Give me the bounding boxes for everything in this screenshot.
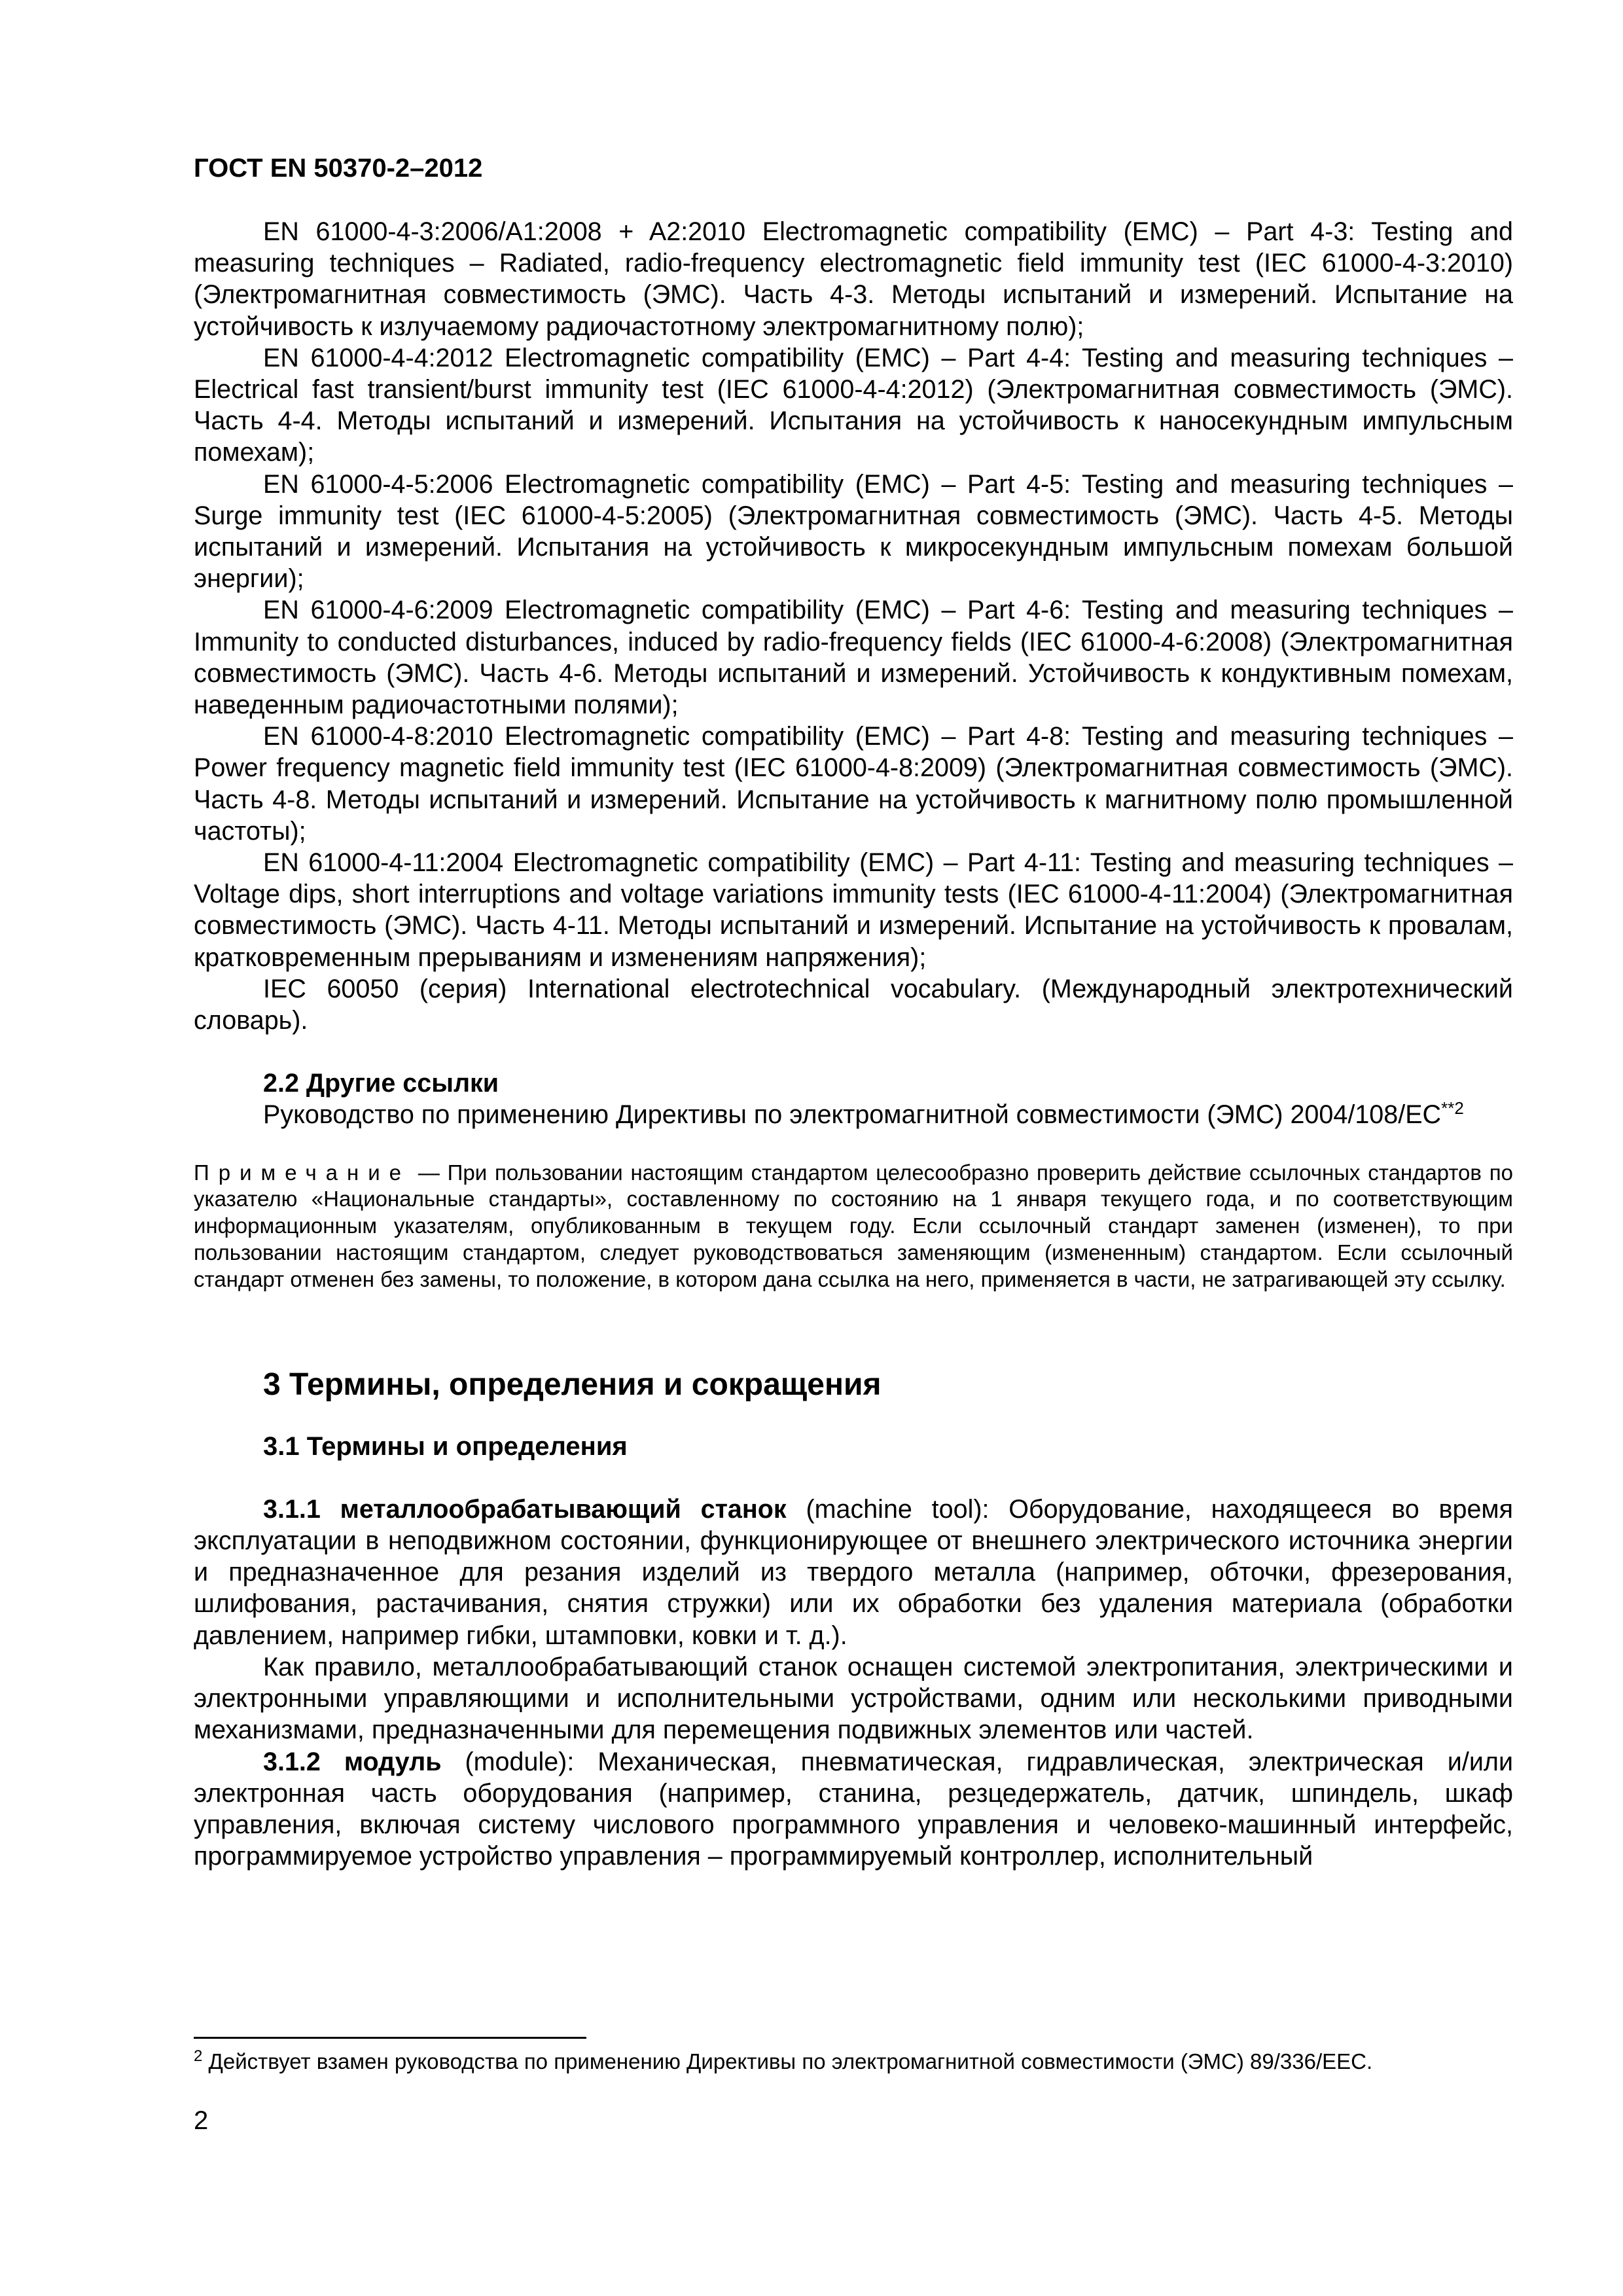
term-definition — [194, 1494, 1513, 1651]
term-text: (module): Механическая, пневматическая, гидравлическая, электрическая и/или электронная часть оборудования (например, станина, резцедержатель, датчик, шпиндель, шкаф управления, включая систему числового программного управления и человеко-машинный интерфейс, программируемое устройство управления – программируемый контроллер, исполнительный — [194, 1747, 1514, 1871]
term-title: 3.1.2 модуль — [263, 1747, 442, 1776]
footnote-separator — [194, 2037, 586, 2039]
footnote-number: 2 — [194, 2047, 203, 2065]
document-code-header: ГОСТ EN 50370-2–2012 — [194, 154, 483, 183]
note-text: — При пользовании настоящим стандартом целесообразно проверить действие ссылочных стандартов по указателю «Национальные стандарты», составленному по состоянию на 1 января текущего года, и по соответствующим информационным указателям, опубликованным в текущем году. Если ссылочный стандарт заменен (изменен), то при пользовании настоящим стандартом, следует руководствоваться заменяющим (измененным) стандартом. Если ссылочный стандарт отменен без замены, то положение, в котором дана ссылка на него, применяется в части, не затрагивающей эту ссылку. — [194, 1160, 1513, 1291]
normative-reference: IEC 60050 (серия) International electrotechnical vocabulary. (Международный электротехнический словарь). — [194, 974, 1513, 1035]
page-body — [194, 216, 1513, 1872]
section-heading-3: 3 Термины, определения и сокращения — [263, 1367, 882, 1402]
normative-reference: EN 61000-4-3:2006/A1:2008 + A2:2010 Electromagnetic compatibility (EMC) – Part 4-3: Testing and measuring techniques – Radiated, radio-frequency electromagnetic field immunity test (IEC 61000-4-3:2010) (Электромагнитная совместимость (ЭМС). Часть 4-3. Методы испытаний и измерений. Испытание на устойчивость к излучаемому радиочастотному электромагнитному полю); — [194, 217, 1513, 341]
note-label: Примечание — [194, 1160, 411, 1185]
normative-reference: EN 61000-4-5:2006 Electromagnetic compatibility (EMC) – Part 4-5: Testing and measuring techniques – Surge immunity test (IEC 61000-4-5:2005) (Электромагнитная совместимость (ЭМС). Часть 4-5. Методы испытаний и измерений. Испытания на устойчивость к микросекундным импульсным помехам большой энергии); — [194, 469, 1513, 594]
footnote — [194, 2049, 1437, 2075]
footnote-text: Действует взамен руководства по применению Директивы по электромагнитной совместимости (ЭМС) 89/336/ЕЕС. — [202, 2049, 1373, 2073]
footnote-marker: **2 — [1441, 1098, 1464, 1119]
normative-reference: EN 61000-4-8:2010 Electromagnetic compatibility (EMC) – Part 4-8: Testing and measuring techniques – Power frequency magnetic field immunity test (IEC 61000-4-8:2009) (Электромагнитная совместимость (ЭМС). Часть 4-8. Методы испытаний и измерений. Испытание на устойчивость к магнитному полю промышленной частоты); — [194, 722, 1513, 846]
section-heading-3-1: 3.1 Термины и определения — [263, 1431, 628, 1461]
page-number: 2 — [194, 2106, 209, 2135]
other-reference-text: Руководство по применению Директивы по электромагнитной совместимости (ЭМС) 2004/108/ЕС — [263, 1100, 1442, 1130]
term-text: (machine tool): Оборудование, находящееся во время эксплуатации в неподвижном состоянии, функционирующее от внешнего электрического источника энергии и предназначенное для резания изделий из твердого металла (например, обточки, фрезерования, шлифования, растачивания, снятия стружки) или их обработки без удаления материала (обработки давлением, например гибки, штамповки, ковки и т. д.). — [194, 1494, 1513, 1650]
other-reference — [194, 1099, 1513, 1130]
normative-reference: EN 61000-4-4:2012 Electromagnetic compatibility (EMC) – Part 4-4: Testing and measuring techniques – Electrical fast transient/burst immunity test (IEC 61000-4-4:2012) (Электромагнитная совместимость (ЭМС). Часть 4-4. Методы испытаний и измерений. Испытания на устойчивость к наносекундным импульсным помехам); — [194, 343, 1513, 467]
section-heading-2-2: 2.2 Другие ссылки — [263, 1069, 499, 1098]
normative-reference: EN 61000-4-6:2009 Electromagnetic compatibility (EMC) – Part 4-6: Testing and measuring techniques – Immunity to conducted disturbances, induced by radio-frequency fields (IEC 61000-4-6:2008) (Электромагнитная совместимость (ЭМС). Часть 4-6. Методы испытаний и измерений. Устойчивость к кондуктивным помехам, наведенным радиочастотными полями); — [194, 596, 1513, 720]
term-definition — [194, 1746, 1513, 1873]
note-paragraph — [194, 1160, 1513, 1293]
term-explanation: Как правило, металлообрабатывающий станок оснащен системой электропитания, электрическими и электронными управляющими и исполнительными устройствами, одним или несколькими приводными механизмами, предназначенными для перемещения подвижных элементов или частей. — [194, 1652, 1513, 1745]
term-title: 3.1.1 металлообрабатывающий станок — [263, 1494, 787, 1524]
normative-reference: EN 61000-4-11:2004 Electromagnetic compatibility (EMC) – Part 4-11: Testing and measuring techniques – Voltage dips, short interruptions and voltage variations immunity tests (IEC 61000-4-11:2004) (Электромагнитная совместимость (ЭМС). Часть 4-11. Методы испытаний и измерений. Испытание на устойчивость к провалам, кратковременным прерываниям и изменениям напряжения); — [194, 848, 1513, 972]
